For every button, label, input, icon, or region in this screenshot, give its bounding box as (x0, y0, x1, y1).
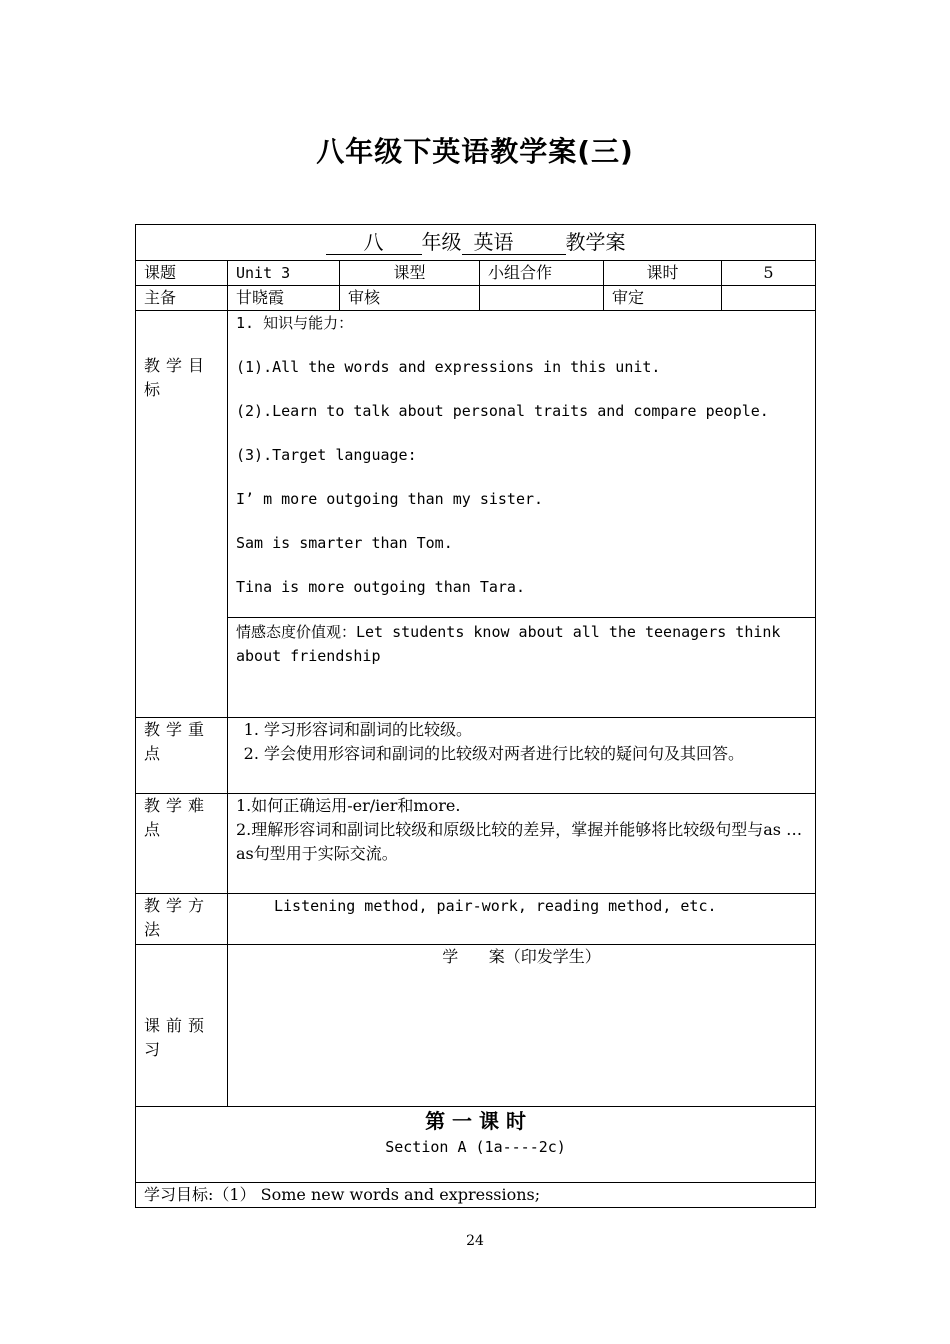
grade-value: 八 (326, 230, 422, 255)
topic-label: 课题 (136, 261, 228, 286)
difficulties-label: 教学难点 (136, 794, 228, 894)
approve-label: 审定 (604, 286, 722, 311)
difficulties-content (228, 794, 816, 894)
attitude-text: 情感态度价值观：Let students know about all the teenagers think about friendship (228, 618, 816, 718)
methods-label: 教学方法 (136, 894, 228, 945)
key-point-item: 2. 学会使用形容词和副词的比较级对两者进行比较的疑问句及其回答。 (264, 742, 807, 766)
difficulties-row (136, 794, 816, 894)
lesson-header (136, 1107, 816, 1183)
objective-line: Sam is smarter than Tom. (236, 534, 453, 552)
objective-line: (1).All the words and expressions in this unit. (236, 358, 661, 376)
hours-label: 课时 (604, 261, 722, 286)
info-row-1 (136, 261, 816, 286)
lead-value: 甘晓霞 (228, 286, 340, 311)
review-label: 审核 (340, 286, 480, 311)
objective-line: (2).Learn to talk about personal traits and compare people. (236, 402, 769, 420)
type-label: 课型 (340, 261, 480, 286)
review-value (480, 286, 604, 311)
hours-value: 5 (722, 261, 816, 286)
objectives-label: 教学目标 (136, 311, 228, 718)
goals-text: 学习目标:（1） Some new words and expressions; (136, 1183, 816, 1208)
preview-row (136, 945, 816, 1107)
key-point-item: 1. 学习形容词和副词的比较级。 (264, 718, 807, 742)
objective-line: (3).Target language: (236, 446, 417, 464)
methods-row (136, 894, 816, 945)
attitude-row (136, 618, 816, 718)
key-points-content (228, 718, 816, 794)
preview-content (228, 945, 816, 1107)
topic-value: Unit 3 (228, 261, 340, 286)
plan-suffix: 教学案 (565, 230, 626, 254)
lesson-row (136, 1107, 816, 1183)
preview-heading: 学 案（印发学生） (442, 947, 601, 966)
header-row (136, 225, 816, 261)
key-points-row (136, 718, 816, 794)
objectives-row (136, 311, 816, 618)
difficulty-line: 2.理解形容词和副词比较级和原级比较的差异，掌握并能够将比较级句型与as …as句型用于实际交流。 (236, 820, 803, 863)
methods-text: Listening method, pair-work, reading method, etc. (228, 894, 816, 945)
lead-label: 主备 (136, 286, 228, 311)
preview-label: 课前预习 (136, 945, 228, 1107)
objective-line: I’ m more outgoing than my sister. (236, 490, 544, 508)
page-number: 24 (466, 1233, 484, 1249)
info-row-2 (136, 286, 816, 311)
plan-header (136, 225, 816, 261)
key-points-label: 教学重点 (136, 718, 228, 794)
objective-line: Tina is more outgoing than Tara. (236, 578, 525, 596)
approve-value (722, 286, 816, 311)
lesson-title: 第 一 课 时 (425, 1109, 526, 1133)
lesson-section: Section A (1a----2c) (385, 1138, 566, 1156)
subject-value: 英语 (462, 230, 526, 255)
type-value: 小组合作 (480, 261, 604, 286)
goals-row (136, 1183, 816, 1208)
objectives-content (228, 311, 816, 618)
objective-line: 1. 知识与能力： (236, 314, 354, 332)
grade-suffix: 年级 (421, 230, 462, 254)
document-title: 八年级下英语教学案(三) (316, 135, 634, 168)
lesson-plan-table (135, 224, 816, 1208)
difficulty-line: 1.如何正确运用-er/ier和more. (236, 796, 461, 815)
